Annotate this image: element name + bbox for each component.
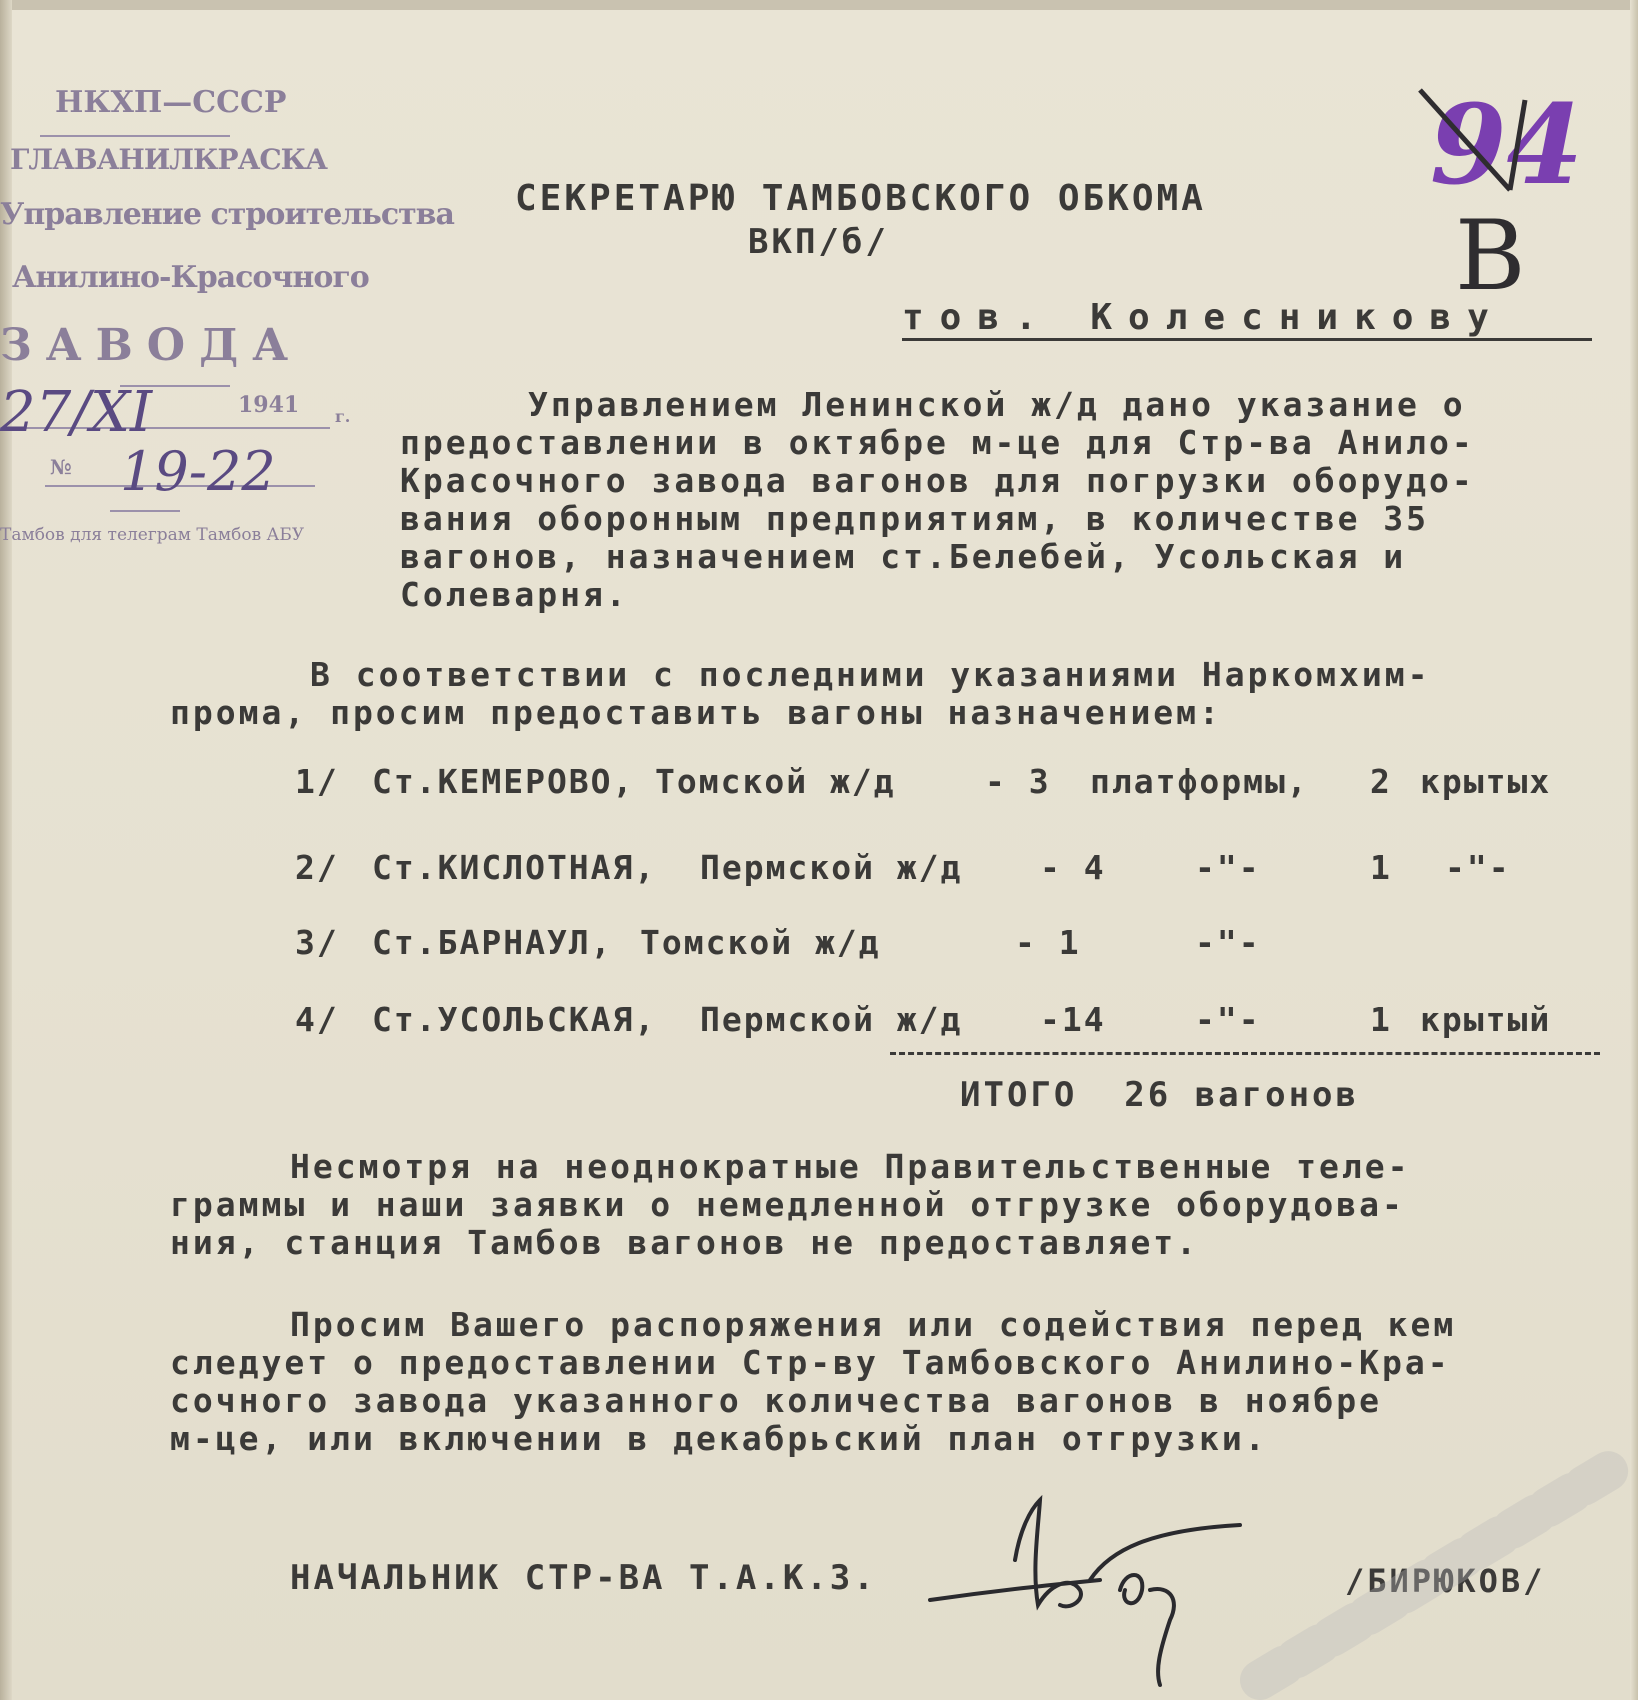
stamp-line-ministry: НКХП—СССР	[55, 85, 287, 120]
stamp-line-anilino: Анилино-Красочного	[12, 260, 369, 295]
addressee-underline	[902, 338, 1592, 341]
wagon-list-qty: - 3	[985, 762, 1051, 801]
wagon-list-kind: -"-	[1195, 923, 1261, 962]
p2-line: В соответствии с последними указаниями Наркомхим-	[310, 655, 1431, 694]
wagon-list-rail: Томской ж/д	[640, 923, 881, 962]
wagon-list-qty: - 4	[1040, 848, 1106, 887]
p1-line: предоставлении в октябре м-це для Стр-ва Анило-	[400, 423, 1475, 462]
wagon-list-num: 1/	[295, 762, 339, 801]
p2-line: прома, просим предоставить вагоны назначением:	[170, 693, 1222, 732]
p4-line: сочного завода указанного количества вагонов в ноябре	[170, 1381, 1382, 1420]
wagon-list-rail: Пермской ж/д	[700, 848, 963, 887]
stamp-rule	[110, 510, 180, 512]
p1-line: Солеварня.	[400, 575, 629, 614]
wagon-list-kind: -"-	[1195, 1000, 1261, 1039]
wagon-list-num: 2/	[295, 848, 339, 887]
p4-line: следует о предоставлении Стр-ву Тамбовского Анилино-Кра-	[170, 1343, 1451, 1382]
wagon-list-kind: платформы,	[1090, 762, 1309, 801]
paper-right-edge	[1630, 0, 1638, 1700]
p3-line: Несмотря на неоднократные Правительственные теле-	[290, 1147, 1411, 1186]
addressee-line1: СЕКРЕТАРЮ ТАМБОВСКОГО ОБКОМА	[515, 178, 1206, 219]
p4-line: м-це, или включении в декабрьский план отгрузки.	[170, 1419, 1268, 1458]
wagon-list-kind2: крытый	[1420, 1000, 1552, 1039]
paper-top-edge	[0, 0, 1638, 10]
p3-line: граммы и наши заявки о немедленной отгрузке оборудова-	[170, 1185, 1405, 1224]
wagon-list-kind: -"-	[1195, 848, 1261, 887]
signature-title: НАЧАЛЬНИК СТР-ВА Т.А.К.З.	[290, 1558, 877, 1598]
stamp-number-handwritten: 19-22	[120, 440, 276, 503]
stamp-line-glav: ГЛАВАНИЛКРАСКА	[10, 143, 327, 176]
stamp-date-handwritten: 27/XI	[0, 380, 153, 445]
wagon-list-kind2: крытых	[1420, 762, 1552, 801]
stamp-footer: Тамбов для телеграм Тамбов АБУ	[0, 525, 305, 545]
wagon-list-qty: -14	[1040, 1000, 1106, 1039]
stamp-year: 1941	[238, 392, 300, 418]
wagon-list-num: 3/	[295, 923, 339, 962]
addressee-line2: ВКП/б/	[748, 222, 889, 262]
watermark-logo-icon	[1240, 1450, 1630, 1700]
stamp-line-zavod: ЗАВОДА	[0, 320, 303, 371]
handwritten-signature-icon	[920, 1490, 1280, 1690]
corner-letter-mark: В	[1455, 200, 1526, 312]
strike-mark-icon	[1415, 80, 1535, 200]
p1-line: Красочного завода вагонов для погрузки оборудо-	[400, 461, 1475, 500]
stamp-line-upravlenie: Управление строительства	[0, 197, 454, 232]
total-separator	[890, 1052, 1600, 1055]
p3-line: ния, станция Тамбов вагонов не предоставляет.	[170, 1223, 1200, 1262]
p4-line: Просим Вашего распоряжения или содействия перед кем	[290, 1305, 1457, 1344]
wagon-list-station: Ст.КИСЛОТНАЯ,	[372, 848, 657, 887]
archive-number-mark: 94	[1430, 80, 1584, 209]
wagon-list-rail: Пермской ж/д	[700, 1000, 963, 1039]
wagon-list-station: Ст.БАРНАУЛ,	[372, 923, 613, 962]
stamp-rule	[40, 135, 230, 137]
wagon-list-kind2: -"-	[1445, 848, 1511, 887]
p1-line: вания оборонным предприятиям, в количестве 35	[400, 499, 1430, 538]
wagon-list-num: 4/	[295, 1000, 339, 1039]
wagon-list-qty: - 1	[1015, 923, 1081, 962]
wagon-list-qty2: 2	[1370, 762, 1392, 801]
wagon-list-rail: Томской ж/д	[655, 762, 896, 801]
p1-line: вагонов, назначением ст.Белебей, Усольская и	[400, 537, 1407, 576]
wagon-list-station: Ст.УСОЛЬСКАЯ,	[372, 1000, 657, 1039]
p1-line: Управлением Ленинской ж/д дано указание о	[528, 385, 1466, 424]
addressee-name: тов. Колесникову	[902, 297, 1505, 338]
total-line: ИТОГО 26 вагонов	[960, 1075, 1359, 1115]
signature-name: /БИРЮКОВ/	[1345, 1562, 1546, 1600]
stamp-number-prefix: №	[50, 455, 72, 479]
wagon-list-qty2: 1	[1370, 1000, 1392, 1039]
wagon-list-station: Ст.КЕМЕРОВО,	[372, 762, 635, 801]
stamp-year-suffix: г.	[335, 407, 351, 426]
wagon-list-qty2: 1	[1370, 848, 1392, 887]
